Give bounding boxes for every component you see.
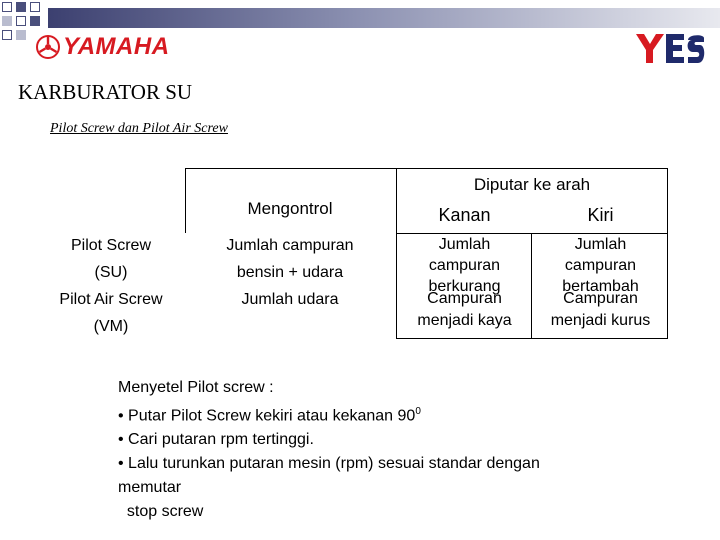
row-name-line: Pilot Air Screw xyxy=(59,291,163,308)
row-kanan-line: menjadi kaya xyxy=(417,312,512,329)
row-kanan-line: Campuran xyxy=(427,290,502,307)
row-control-line: bensin + udara xyxy=(236,264,344,281)
row-pilot-air-screw-kanan xyxy=(398,288,531,332)
row-pilot-air-screw-control: Jumlah udara xyxy=(241,291,339,308)
row-pilot-air-screw-name xyxy=(36,286,186,340)
header-kanan: Kanan xyxy=(438,205,491,225)
header-diputar-ke-arah: Diputar ke arah xyxy=(473,175,591,194)
yamaha-wordmark: YAMAHA xyxy=(63,33,170,60)
row-kiri-line: Jumlah xyxy=(574,236,627,253)
notes-bullet-2: • Cari putaran rpm tertinggi. xyxy=(118,431,314,449)
yamaha-logo xyxy=(36,34,170,60)
notes-bullet-3-line2: memutar xyxy=(118,479,182,497)
yes-logo xyxy=(634,30,706,66)
slide-subtitle: Pilot Screw dan Pilot Air Screw xyxy=(50,121,228,136)
table-header-divider xyxy=(396,168,397,233)
row-kiri-line: menjadi kurus xyxy=(550,312,651,329)
row-control-line: Jumlah campuran xyxy=(226,237,354,254)
row-name-line: (VM) xyxy=(93,318,129,335)
row-kiri-line: Campuran xyxy=(563,290,638,307)
row-pilot-air-screw-kiri xyxy=(533,288,668,332)
row-kiri-line: bertambah xyxy=(562,278,639,295)
row-kanan-line: Jumlah xyxy=(438,236,491,253)
notes-bullet-3-line3: stop screw xyxy=(118,503,204,521)
row-name-line: Pilot Screw xyxy=(70,237,152,254)
row-kiri-line: campuran xyxy=(564,257,637,274)
row-kanan-line: berkurang xyxy=(428,278,501,295)
notes-bullet-3-line1: • Lalu turunkan putaran mesin (rpm) sesuai standar dengan xyxy=(118,455,540,473)
notes-heading: Menyetel Pilot screw : xyxy=(118,379,274,396)
row-pilot-screw-name xyxy=(36,232,186,286)
degree-superscript: 0 xyxy=(415,406,421,417)
row-kanan-line: campuran xyxy=(428,257,501,274)
header-kiri: Kiri xyxy=(587,205,614,225)
header-gradient-band xyxy=(48,8,720,28)
table-body-divider xyxy=(531,233,532,339)
notes-bullet-1 xyxy=(118,400,638,428)
slide-title: KARBURATOR SU xyxy=(18,80,193,104)
header-mengontrol: Mengontrol xyxy=(247,199,333,218)
adjustment-notes xyxy=(118,376,638,524)
tuning-fork-emblem-icon xyxy=(36,35,60,59)
notes-bullet-1-text: • Putar Pilot Screw kekiri atau kekanan 90 xyxy=(118,407,416,425)
row-name-line: (SU) xyxy=(94,264,128,281)
row-pilot-screw-control xyxy=(190,232,390,286)
